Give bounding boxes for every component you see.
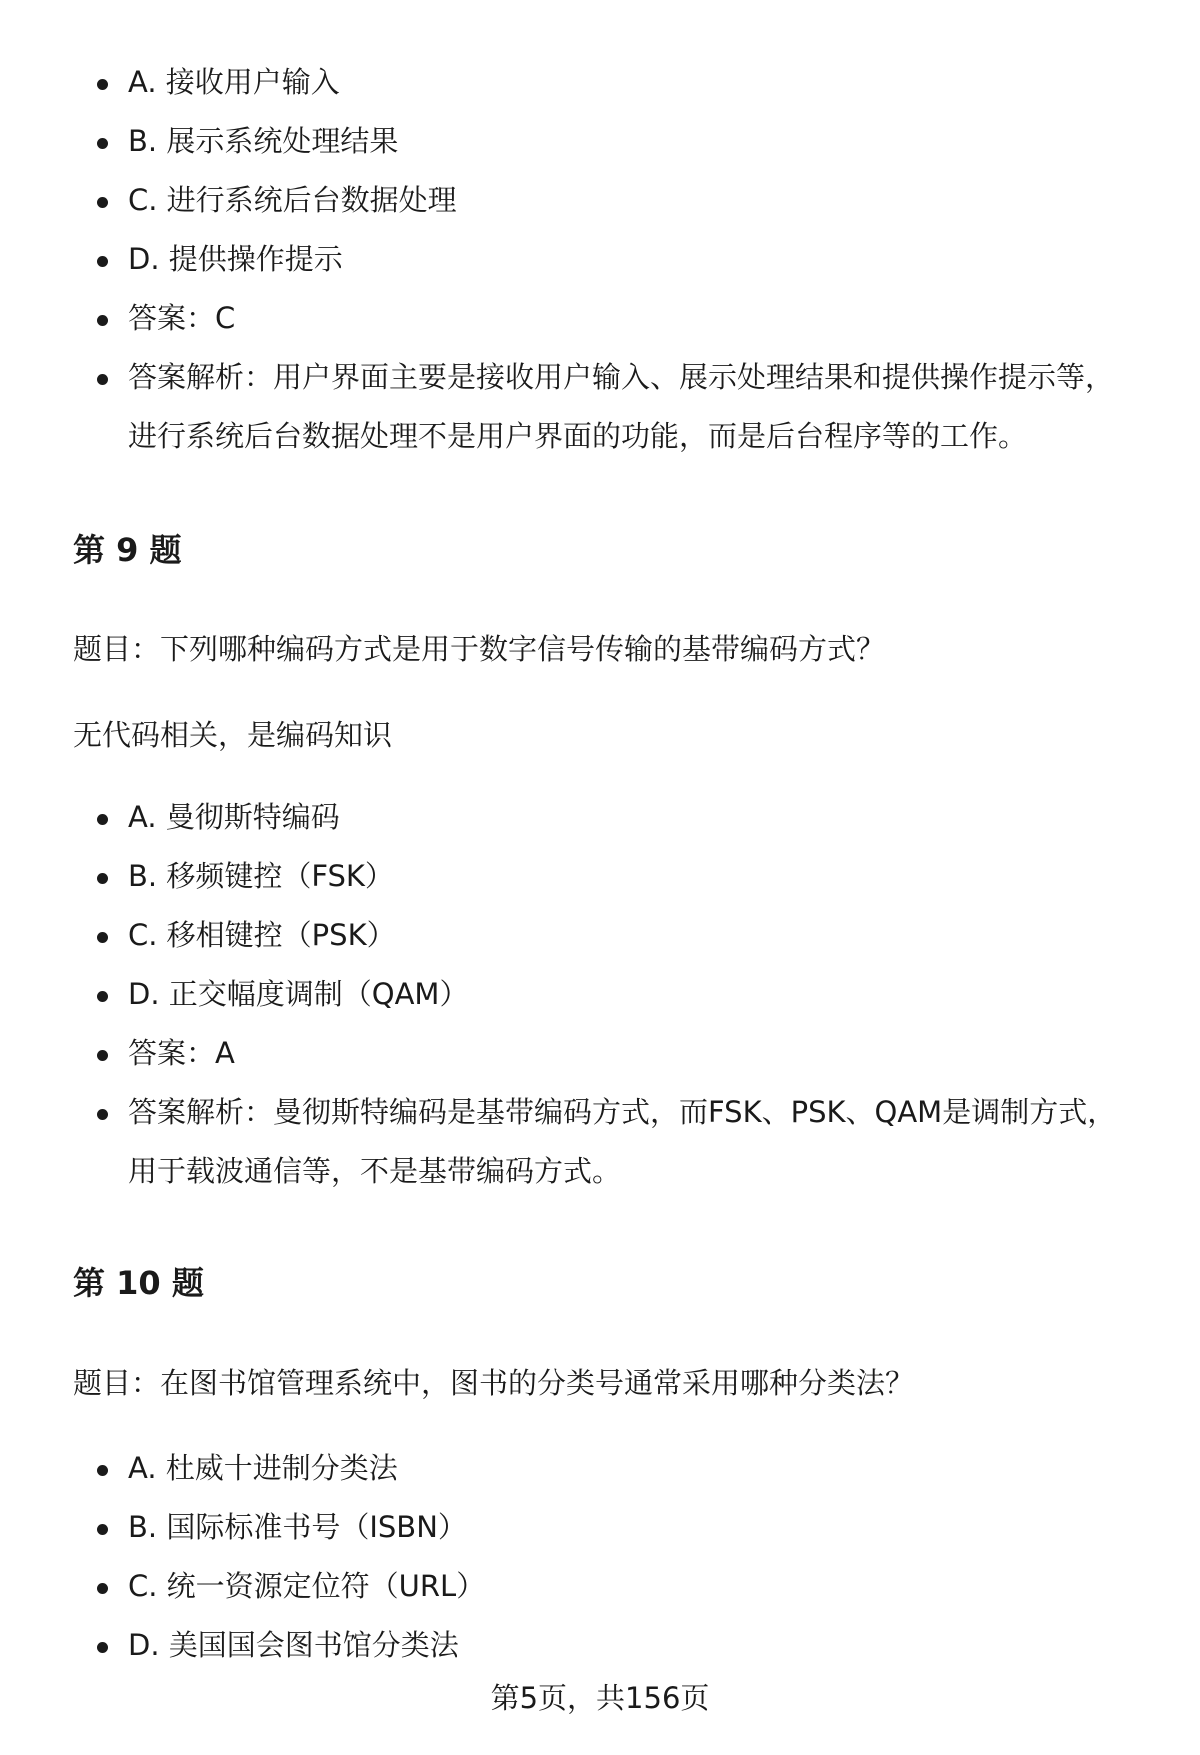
option-text: B. 移频键控（FSK） <box>128 859 394 893</box>
list-item <box>0 1616 1200 1675</box>
q9-option-list <box>0 788 1200 1201</box>
option-text: B. 国际标准书号（ISBN） <box>128 1510 467 1544</box>
option-text: A. 曼彻斯特编码 <box>128 800 340 834</box>
option-text: D. 正交幅度调制（QAM） <box>128 977 469 1011</box>
list-item <box>0 906 1200 965</box>
bullet-icon <box>97 991 108 1002</box>
list-item <box>0 53 1200 112</box>
analysis-line: 答案解析：用户界面主要是接收用户输入、展示处理结果和提供操作提示等， <box>128 360 1115 394</box>
list-item <box>0 1024 1200 1083</box>
bullet-icon <box>97 814 108 825</box>
list-item <box>0 788 1200 847</box>
option-text: B. 展示系统处理结果 <box>128 124 399 158</box>
bullet-icon <box>97 1109 108 1120</box>
bullet-icon <box>97 374 108 385</box>
list-item <box>0 230 1200 289</box>
bullet-icon <box>97 315 108 326</box>
option-text: C. 进行系统后台数据处理 <box>128 183 457 217</box>
question-note: 无代码相关，是编码知识 <box>73 718 393 752</box>
list-item <box>0 847 1200 906</box>
list-item <box>0 1439 1200 1498</box>
answer-text: 答案：C <box>128 301 236 335</box>
bullet-icon <box>97 197 108 208</box>
list-item <box>0 1498 1200 1557</box>
list-item <box>0 112 1200 171</box>
list-item <box>0 1083 1200 1201</box>
bullet-icon <box>97 1465 108 1476</box>
bullet-icon <box>97 1050 108 1061</box>
question-heading: 第 9 题 <box>73 531 182 569</box>
list-item <box>0 171 1200 230</box>
bullet-icon <box>97 873 108 884</box>
question-heading: 第 10 题 <box>73 1264 204 1302</box>
list-item <box>0 965 1200 1024</box>
q10-option-list <box>0 1439 1200 1675</box>
list-item <box>0 289 1200 348</box>
bullet-icon <box>97 79 108 90</box>
bullet-icon <box>97 932 108 943</box>
option-text: D. 美国国会图书馆分类法 <box>128 1628 459 1662</box>
option-text: C. 移相键控（PSK） <box>128 918 396 952</box>
option-text: D. 提供操作提示 <box>128 242 343 276</box>
answer-text: 答案：A <box>128 1036 235 1070</box>
analysis-line: 进行系统后台数据处理不是用户界面的功能，而是后台程序等的工作。 <box>128 419 1028 453</box>
bullet-icon <box>97 256 108 267</box>
analysis-line: 答案解析：曼彻斯特编码是基带编码方式，而FSK、PSK、QAM是调制方式， <box>128 1095 1117 1129</box>
q8-option-list <box>0 53 1200 466</box>
bullet-icon <box>97 138 108 149</box>
bullet-icon <box>97 1642 108 1653</box>
analysis-line: 用于载波通信等，不是基带编码方式。 <box>128 1154 622 1188</box>
option-text: A. 杜威十进制分类法 <box>128 1451 398 1485</box>
option-text: C. 统一资源定位符（URL） <box>128 1569 486 1603</box>
bullet-icon <box>97 1583 108 1594</box>
bullet-icon <box>97 1524 108 1535</box>
question-text: 题目：在图书馆管理系统中，图书的分类号通常采用哪种分类法？ <box>73 1366 915 1400</box>
list-item <box>0 348 1200 466</box>
page-number: 第5页，共156页 <box>490 1681 710 1715</box>
list-item <box>0 1557 1200 1616</box>
question-text: 题目：下列哪种编码方式是用于数字信号传输的基带编码方式？ <box>73 632 886 666</box>
option-text: A. 接收用户输入 <box>128 65 340 99</box>
